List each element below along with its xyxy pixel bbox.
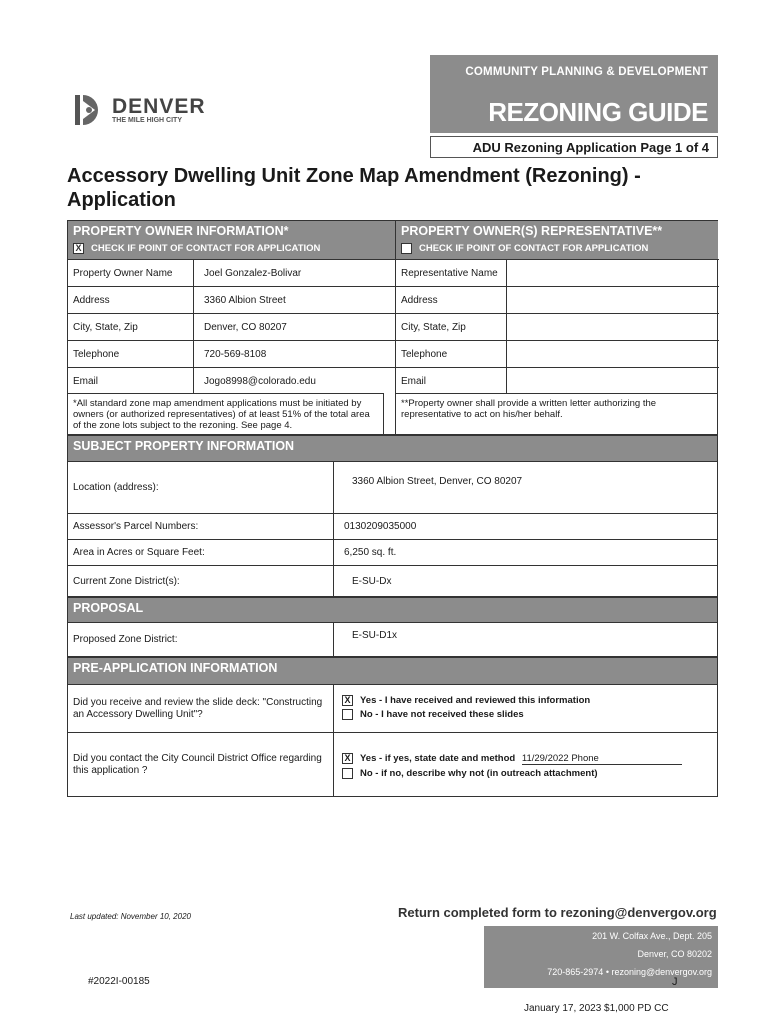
case-number: #2022I-00185 — [88, 976, 150, 987]
owner-city-label: City, State, Zip — [68, 313, 193, 340]
q2-options — [333, 732, 717, 796]
return-instructions: Return completed form to rezoning@denvergov.org — [398, 905, 717, 920]
rep-telephone-field[interactable] — [506, 340, 719, 367]
last-updated: Last updated: November 10, 2020 — [70, 912, 191, 921]
q2-no-checkbox[interactable] — [342, 768, 353, 779]
owner-email-field[interactable]: Jogo8998@colorado.edu — [193, 367, 395, 394]
preapp-table — [67, 657, 718, 797]
owner-email-label: Email — [68, 367, 193, 394]
rep-address-field[interactable] — [506, 286, 719, 313]
rep-email-field[interactable] — [506, 367, 719, 394]
rep-note: **Property owner shall provide a written letter authorizing the representative to act on his/her behalf. — [395, 393, 718, 435]
rep-address-label: Address — [396, 286, 506, 313]
q2-question: Did you contact the City Council District Office regarding this application ? — [68, 732, 333, 796]
proposal-table — [67, 597, 718, 657]
rep-name-field[interactable] — [506, 259, 719, 286]
owner-name-label: Property Owner Name — [68, 259, 193, 286]
rep-name-label: Representative Name — [396, 259, 506, 286]
area-field[interactable]: 6,250 sq. ft. — [333, 539, 717, 565]
org-name: COMMUNITY PLANNING & DEVELOPMENT — [465, 66, 708, 78]
owner-address-label: Address — [68, 286, 193, 313]
owner-telephone-field[interactable]: 720-569-8108 — [193, 340, 395, 367]
subject-property-table — [67, 435, 718, 597]
owner-rep-table — [67, 220, 718, 435]
owner-address-field[interactable]: 3360 Albion Street — [193, 286, 395, 313]
proposed-zone-field[interactable]: E-SU-D1x — [333, 622, 717, 656]
owner-name-field[interactable]: Joel Gonzalez-Bolivar — [193, 259, 395, 286]
q2-yes-field[interactable]: 11/29/2022 Phone — [522, 753, 682, 765]
current-zone-label: Current Zone District(s): — [68, 565, 333, 596]
q1-yes-checkbox[interactable]: X — [342, 695, 353, 706]
rep-telephone-label: Telephone — [396, 340, 506, 367]
rep-section-header — [395, 221, 718, 259]
proposed-zone-label: Proposed Zone District: — [68, 622, 333, 656]
rep-check-label: CHECK IF POINT OF CONTACT FOR APPLICATION — [419, 243, 649, 255]
current-zone-field[interactable]: E-SU-Dx — [333, 565, 717, 596]
logo-wordmark: DENVER — [112, 95, 206, 118]
preapp-heading: PRE-APPLICATION INFORMATION — [68, 658, 717, 684]
rep-email-label: Email — [396, 367, 506, 394]
owner-contact-checkbox[interactable]: X — [73, 243, 84, 254]
owner-note: *All standard zone map amendment applications must be initiated by owners (or authorized representatives) of at least 51% of the total area of the zone lots subject to the rezoning. See page 4. — [68, 393, 384, 435]
rep-city-label: City, State, Zip — [396, 313, 506, 340]
subject-heading: SUBJECT PROPERTY INFORMATION — [68, 436, 717, 461]
rep-contact-checkbox[interactable] — [401, 243, 412, 254]
guide-title: REZONING GUIDE — [488, 97, 708, 127]
owner-rows — [68, 259, 395, 393]
page-label: ADU Rezoning Application Page 1 of 4 — [430, 136, 718, 158]
q1-yes-label: Yes - I have received and reviewed this information — [360, 695, 591, 707]
owner-section-header — [68, 221, 395, 259]
rep-city-field[interactable] — [506, 313, 719, 340]
q2-no-label: No - if no, describe why not (in outreach attachment) — [360, 768, 598, 780]
q2-yes-label: Yes - if yes, state date and method — [360, 753, 516, 765]
q1-no-label: No - I have not received these slides — [360, 709, 524, 721]
q1-options — [333, 684, 717, 732]
rep-rows — [395, 259, 719, 393]
location-label: Location (address): — [68, 461, 333, 513]
footer-address-2: Denver, CO 80202 — [637, 949, 712, 959]
footer-address-1: 201 W. Colfax Ave., Dept. 205 — [592, 931, 712, 941]
location-field[interactable]: 3360 Albion Street, Denver, CO 80207 — [333, 461, 717, 513]
logo-tagline: THE MILE HIGH CITY — [112, 117, 182, 124]
page-title: Accessory Dwelling Unit Zone Map Amendment (Rezoning) - Application — [67, 165, 641, 211]
owner-city-field[interactable]: Denver, CO 80207 — [193, 313, 395, 340]
received-stamp: January 17, 2023 $1,000 PD CC — [524, 1003, 669, 1014]
q1-question: Did you receive and review the slide deck: "Constructing an Accessory Dwelling Unit"? — [68, 684, 333, 732]
initial-mark: J — [672, 976, 678, 988]
q2-yes-checkbox[interactable]: X — [342, 753, 353, 764]
denver-logo-icon — [75, 93, 105, 132]
proposal-heading: PROPOSAL — [68, 598, 717, 622]
area-label: Area in Acres or Square Feet: — [68, 539, 333, 565]
q1-no-checkbox[interactable] — [342, 709, 353, 720]
owner-check-label: CHECK IF POINT OF CONTACT FOR APPLICATION — [91, 243, 321, 255]
owner-telephone-label: Telephone — [68, 340, 193, 367]
footer-contact: 720-865-2974 • rezoning@denvergov.org — [547, 967, 712, 977]
footer-band — [484, 926, 718, 988]
parcel-label: Assessor's Parcel Numbers: — [68, 513, 333, 539]
header-band — [430, 55, 718, 133]
rep-heading: PROPERTY OWNER(S) REPRESENTATIVE** — [401, 224, 663, 238]
parcel-field[interactable]: 0130209035000 — [333, 513, 717, 539]
owner-heading: PROPERTY OWNER INFORMATION* — [73, 224, 289, 238]
